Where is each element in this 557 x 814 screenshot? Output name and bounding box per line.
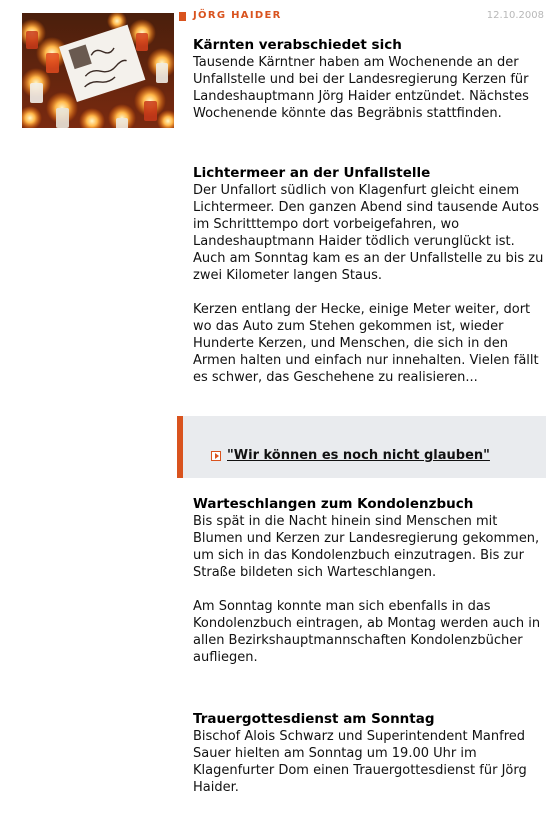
article-section-1	[193, 37, 545, 122]
section-paragraph: Am Sonntag konnte man sich ebenfalls in das Kondolenzbuch eintragen, ab Montag werden auch in allen Bezirkshauptmannschaften Kondolenzbücher aufliegen.	[193, 599, 541, 665]
section-paragraph: Kerzen entlang der Hecke, einige Meter weiter, dort wo das Auto zum Stehen gekommen ist, wieder Hunderte Kerzen, und Menschen, die sich in den Armen halten und einfach nur innehalten. Vielen fällt es schwer, das Geschehene zu realisieren...	[193, 302, 539, 385]
section-paragraph: Bis spät in die Nacht hinein sind Menschen mit Blumen und Kerzen zur Landesregierung gekommen, um sich in das Kondolenzbuch einzutragen. Bis zur Straße bildeten sich Warteschlangen.	[193, 514, 540, 580]
section-kicker: JÖRG HAIDER	[193, 10, 282, 21]
candles-photo	[22, 13, 174, 128]
section-paragraph: Der Unfallort südlich von Klagenfurt gleicht einem Lichtermeer. Den ganzen Abend sind tausende Autos im Schritttempo dort vorbeigefahren, wo Landeshauptmann Haider tödlich verunglückt ist. Auch am Sonntag kam es an der Unfallstelle zu bis zu zwei Kilometer langen Staus.	[193, 183, 544, 283]
article-section-2	[193, 165, 545, 386]
section-heading: Trauergottesdienst am Sonntag	[193, 711, 435, 727]
section-heading: Warteschlangen zum Kondolenzbuch	[193, 496, 474, 512]
section-paragraph: Tausende Kärntner haben am Wochenende an der Unfallstelle und bei der Landesregierung Kerzen für Landeshauptmann Jörg Haider entzündet. Nächstes Wochenende könnte das Begräbnis stattfinden.	[193, 55, 529, 121]
quote-box-accent-bar	[177, 416, 183, 478]
arrow-right-icon	[211, 451, 221, 461]
section-heading: Lichtermeer an der Unfallstelle	[193, 165, 431, 181]
quote-link-box	[177, 416, 546, 478]
candles-photo-image	[22, 13, 174, 128]
article-section-4	[193, 711, 545, 796]
section-heading: Kärnten verabschiedet sich	[193, 37, 402, 53]
quote-link[interactable]	[211, 448, 490, 463]
header-accent-bar	[179, 12, 186, 21]
article-section-3	[193, 496, 545, 666]
quote-link-label: "Wir können es noch nicht glauben"	[227, 448, 490, 463]
article-date: 12.10.2008	[486, 10, 544, 21]
section-paragraph: Bischof Alois Schwarz und Superintendent Manfred Sauer hielten am Sonntag um 19.00 Uhr im Klagenfurter Dom einen Trauergottesdienst für Jörg Haider.	[193, 729, 527, 795]
